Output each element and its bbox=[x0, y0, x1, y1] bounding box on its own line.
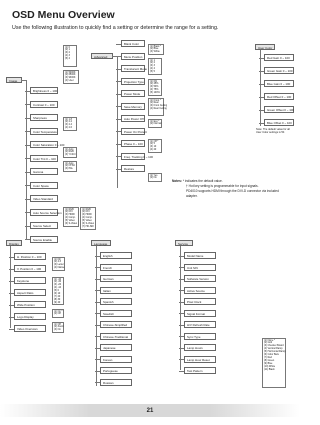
connector-line bbox=[9, 257, 14, 258]
service-item-4[interactable]: Pixel Clock bbox=[184, 298, 216, 305]
image-item-6[interactable]: Gamma bbox=[30, 168, 58, 175]
connector-line bbox=[259, 110, 264, 111]
menu-position-options: (1) 1 (2) 2 (3) 3 (4) 4 (5) 5 bbox=[148, 58, 162, 75]
connector-line bbox=[95, 336, 100, 337]
display-item-0[interactable]: H. Position 0 ~ 100 bbox=[14, 253, 46, 260]
language-item-8[interactable]: Japanese bbox=[100, 344, 132, 351]
advanced-item-3[interactable]: Projection Type bbox=[121, 78, 145, 85]
connector-line bbox=[259, 58, 264, 59]
connector-line bbox=[25, 158, 30, 159]
image-item-9[interactable]: Auto Source Selection bbox=[30, 209, 58, 216]
connector-line bbox=[25, 212, 30, 213]
service-item-7[interactable]: Sync Type bbox=[184, 333, 216, 340]
connector-line bbox=[179, 359, 184, 360]
user-color-item-2[interactable]: Blue Gain 0 ~ 100 bbox=[264, 80, 294, 87]
user-color-note: Note: The default value for all User Color settings is 50. bbox=[256, 128, 290, 135]
restore-options: (1) Yes (2) No bbox=[148, 173, 162, 182]
projection-options: (1) Front * (2) Rear (3) Front Ceiling (4) Rear Ceiling bbox=[148, 98, 164, 116]
connector-line bbox=[116, 131, 121, 132]
connector-line bbox=[25, 145, 30, 146]
language-item-10[interactable]: Portuguese bbox=[100, 367, 132, 374]
connector-line bbox=[179, 313, 184, 314]
image-item-10[interactable]: Source Select bbox=[30, 222, 58, 229]
notes-label: Notes: bbox=[172, 179, 182, 183]
advanced-item-10[interactable]: Restore bbox=[121, 165, 145, 172]
language-item-6[interactable]: Chinese-Simplified bbox=[100, 321, 132, 328]
connector-line bbox=[25, 131, 30, 132]
service-item-6[interactable]: H/V Refresh Rate bbox=[184, 321, 216, 328]
connector-line bbox=[25, 118, 30, 119]
note-3: PD4010 supports HDMI through the DVI-D connector via included adapter. bbox=[186, 189, 279, 198]
connector-line bbox=[179, 279, 184, 280]
connector-line bbox=[95, 348, 100, 349]
service-item-3[interactable]: Active Source bbox=[184, 287, 216, 294]
advanced-item-5[interactable]: Save Memory bbox=[121, 103, 145, 110]
keystone-options: (1) -40 (2) -30 (3) -20 (4) -10 (5) 0 (6) 10 (7) 20 (8) 30 (9) 40 bbox=[52, 277, 64, 305]
connector-line bbox=[260, 50, 261, 126]
language-item-5[interactable]: Swedish bbox=[100, 310, 132, 317]
connector-line bbox=[95, 256, 100, 257]
language-item-11[interactable]: Russian bbox=[100, 379, 132, 386]
menu-header-display: Display bbox=[6, 240, 22, 246]
source-select-options: (1) RGB (2) DVI (3) HDMI (4) Comp. (5) Video (6) S-Video bbox=[65, 207, 78, 226]
connector-line bbox=[116, 81, 121, 82]
image-item-1[interactable]: Contrast 0 ~ 100 bbox=[30, 101, 58, 108]
note-2: † Hot key setting is programmable for input signals. bbox=[186, 184, 259, 188]
connector-line bbox=[116, 44, 121, 45]
service-item-8[interactable]: Lamp Hours bbox=[184, 344, 216, 351]
user-color-item-3[interactable]: Red Offset 0 ~ 100 bbox=[264, 93, 294, 100]
note-1: * indicates the default value. bbox=[182, 179, 223, 183]
service-item-5[interactable]: Signal Format bbox=[184, 310, 216, 317]
display-item-4[interactable]: Wide Position bbox=[14, 301, 46, 308]
blank-color-options: (1) Black * (2) Blue (3) White bbox=[148, 44, 164, 55]
advanced-item-0[interactable]: Blank Color bbox=[121, 40, 145, 47]
connector-line bbox=[116, 94, 121, 95]
auto-off-options: (1) Off * (2) 5 (3) 10 (4) 20 bbox=[148, 139, 162, 153]
image-item-4[interactable]: Color Saturation 0 ~ 100 bbox=[30, 141, 58, 148]
gamma-options: (1) 1.8 (2) 2.2 (3) 2.4 (4) 2.6 bbox=[63, 117, 77, 131]
advanced-item-6[interactable]: Auto Power Off bbox=[121, 115, 145, 122]
service-item-0[interactable]: Model Name bbox=[184, 252, 216, 259]
color-temp-options: (1) 5000K (2) 6500K (3) 9300K (4) User bbox=[63, 70, 79, 84]
advanced-item-9[interactable]: Freq. Tracking 0 ~ 100 bbox=[121, 153, 145, 160]
logo-options: (1) On * (2) Off bbox=[52, 309, 64, 318]
connector-line bbox=[9, 293, 14, 294]
page-number: 21 bbox=[146, 408, 154, 414]
connector-line bbox=[259, 84, 264, 85]
connector-line bbox=[116, 144, 121, 145]
connector-line bbox=[25, 172, 30, 173]
connector-line bbox=[9, 317, 14, 318]
image-item-7[interactable]: Color Space bbox=[30, 182, 58, 189]
image-item-0[interactable]: Brightness 0 ~ 100 bbox=[30, 87, 58, 94]
translucent-options: (1) 0% (2) 25% (3) 50% (4) 75% (5) 100% bbox=[148, 79, 162, 96]
connector-line bbox=[179, 371, 184, 372]
image-item-11[interactable]: Source Enable bbox=[30, 236, 58, 243]
connector-line bbox=[179, 256, 184, 257]
display-item-1[interactable]: V. Position 0 ~ 100 bbox=[14, 265, 46, 272]
language-item-0[interactable]: English bbox=[100, 252, 132, 259]
connector-line bbox=[179, 290, 184, 291]
connector-line bbox=[179, 336, 184, 337]
language-item-7[interactable]: Chinese-Traditional bbox=[100, 333, 132, 340]
connector-line bbox=[116, 156, 121, 157]
connector-line bbox=[95, 382, 100, 383]
connector-line bbox=[180, 246, 181, 370]
service-item-2[interactable]: Software Version bbox=[184, 275, 216, 282]
user-color-item-4[interactable]: Green Offset 0 ~ 100 bbox=[264, 106, 294, 113]
advanced-item-4[interactable]: Power Mode bbox=[121, 90, 145, 97]
image-item-3[interactable]: Color Temperature bbox=[30, 128, 58, 135]
language-item-1[interactable]: French bbox=[100, 264, 132, 271]
connector-line bbox=[95, 313, 100, 314]
test-pattern-options: (1) None * (2) Grid (3) Checker Board (4) Vertical Ramp (5) Horizontal Ramp (6) Color Bars (7) Red (8) Green (9) Blue (10) White (11) Black bbox=[262, 338, 286, 388]
connector-line bbox=[116, 56, 121, 57]
menu-header-image: Image bbox=[6, 77, 22, 83]
user-color-item-0[interactable]: Red Gain 0 ~ 100 bbox=[264, 54, 294, 61]
source-enable-options: (1) RGB (2) DVI (3) HDMI (4) Comp. (5) Video (6) S-Video (7) HD-SDI bbox=[80, 207, 96, 230]
image-item-8[interactable]: Video Standard bbox=[30, 195, 58, 202]
menu-header-language: Language bbox=[91, 240, 111, 246]
user-color-item-1[interactable]: Green Gain 0 ~ 100 bbox=[264, 67, 294, 74]
connector-line bbox=[116, 119, 121, 120]
connector-line bbox=[25, 185, 30, 186]
connector-line bbox=[25, 239, 30, 240]
connector-line bbox=[95, 359, 100, 360]
connector-line bbox=[259, 71, 264, 72]
language-item-3[interactable]: Italian bbox=[100, 287, 132, 294]
service-item-1[interactable]: Unit S/N bbox=[184, 264, 216, 271]
display-item-5[interactable]: Logo Display bbox=[14, 313, 46, 320]
language-item-2[interactable]: German bbox=[100, 275, 132, 282]
menu-header-advanced: Advanced bbox=[91, 53, 113, 59]
advanced-item-1[interactable]: Menu Position bbox=[121, 53, 145, 60]
connector-line bbox=[116, 106, 121, 107]
connector-line bbox=[95, 302, 100, 303]
connector-line bbox=[179, 348, 184, 349]
connector-line bbox=[9, 305, 14, 306]
connector-line bbox=[116, 169, 121, 170]
connector-line bbox=[179, 302, 184, 303]
connector-line bbox=[116, 69, 121, 70]
user-color-item-5[interactable]: Blue Offset 0 ~ 100 bbox=[264, 119, 294, 126]
connector-line bbox=[95, 325, 100, 326]
connector-line bbox=[25, 226, 30, 227]
color-space-options: (1) Auto (2) RGB (3) YCbCr bbox=[65, 147, 76, 157]
image-item-2[interactable]: Sharpness bbox=[30, 114, 58, 121]
display-item-2[interactable]: Keystone bbox=[14, 277, 46, 284]
page-intro: Use the following illustration to quickly find a setting or determine the range for a setting. bbox=[12, 25, 219, 31]
language-item-4[interactable]: Spanish bbox=[100, 298, 132, 305]
menu-header-user-color: User Color bbox=[255, 44, 275, 50]
connector-line bbox=[25, 199, 30, 200]
connector-line bbox=[95, 267, 100, 268]
connector-line bbox=[259, 97, 264, 98]
display-item-3[interactable]: Aspect Ratio bbox=[14, 289, 46, 296]
overscan-options: (1) Off (2) Zoom (3) On bbox=[54, 322, 64, 332]
advanced-item-7[interactable]: Power On Protect bbox=[121, 128, 145, 135]
connector-line bbox=[25, 104, 30, 105]
connector-line bbox=[95, 290, 100, 291]
connector-line bbox=[25, 91, 30, 92]
menu-header-service: Service bbox=[175, 240, 193, 246]
connector-line bbox=[9, 269, 14, 270]
connector-line bbox=[9, 329, 14, 330]
power-mode-options: (1) Eco * (2) Normal bbox=[148, 119, 162, 128]
advanced-item-8[interactable]: Phase 0 ~ 100 bbox=[121, 140, 145, 147]
connector-line bbox=[9, 281, 14, 282]
connector-line bbox=[179, 325, 184, 326]
connector-line bbox=[259, 123, 264, 124]
image-item-5[interactable]: Color Tint 0 ~ 100 bbox=[30, 155, 58, 162]
video-std-options: (1) Auto (2) NTSC (3) PAL bbox=[65, 161, 76, 171]
connector-line bbox=[179, 267, 184, 268]
connector-line bbox=[95, 279, 100, 280]
display-item-6[interactable]: Video Overscan bbox=[14, 325, 46, 332]
page-title: OSD Menu Overview bbox=[12, 9, 115, 21]
connector-line bbox=[95, 371, 100, 372]
service-item-9[interactable]: Lamp Hour Reset bbox=[184, 356, 216, 363]
advanced-item-2[interactable]: Translucent Menu bbox=[121, 65, 145, 72]
service-item-10[interactable]: Test Pattern bbox=[184, 367, 216, 374]
aspect-options: (1) Fill (2) 4:3 (3) Letter (4) Native bbox=[54, 257, 65, 270]
language-item-9[interactable]: Korean bbox=[100, 356, 132, 363]
sharpness-options: (1) 0 (2) 1 (3) 2 (4) 3 (5) 4 bbox=[63, 45, 77, 67]
notes-block bbox=[172, 179, 290, 199]
